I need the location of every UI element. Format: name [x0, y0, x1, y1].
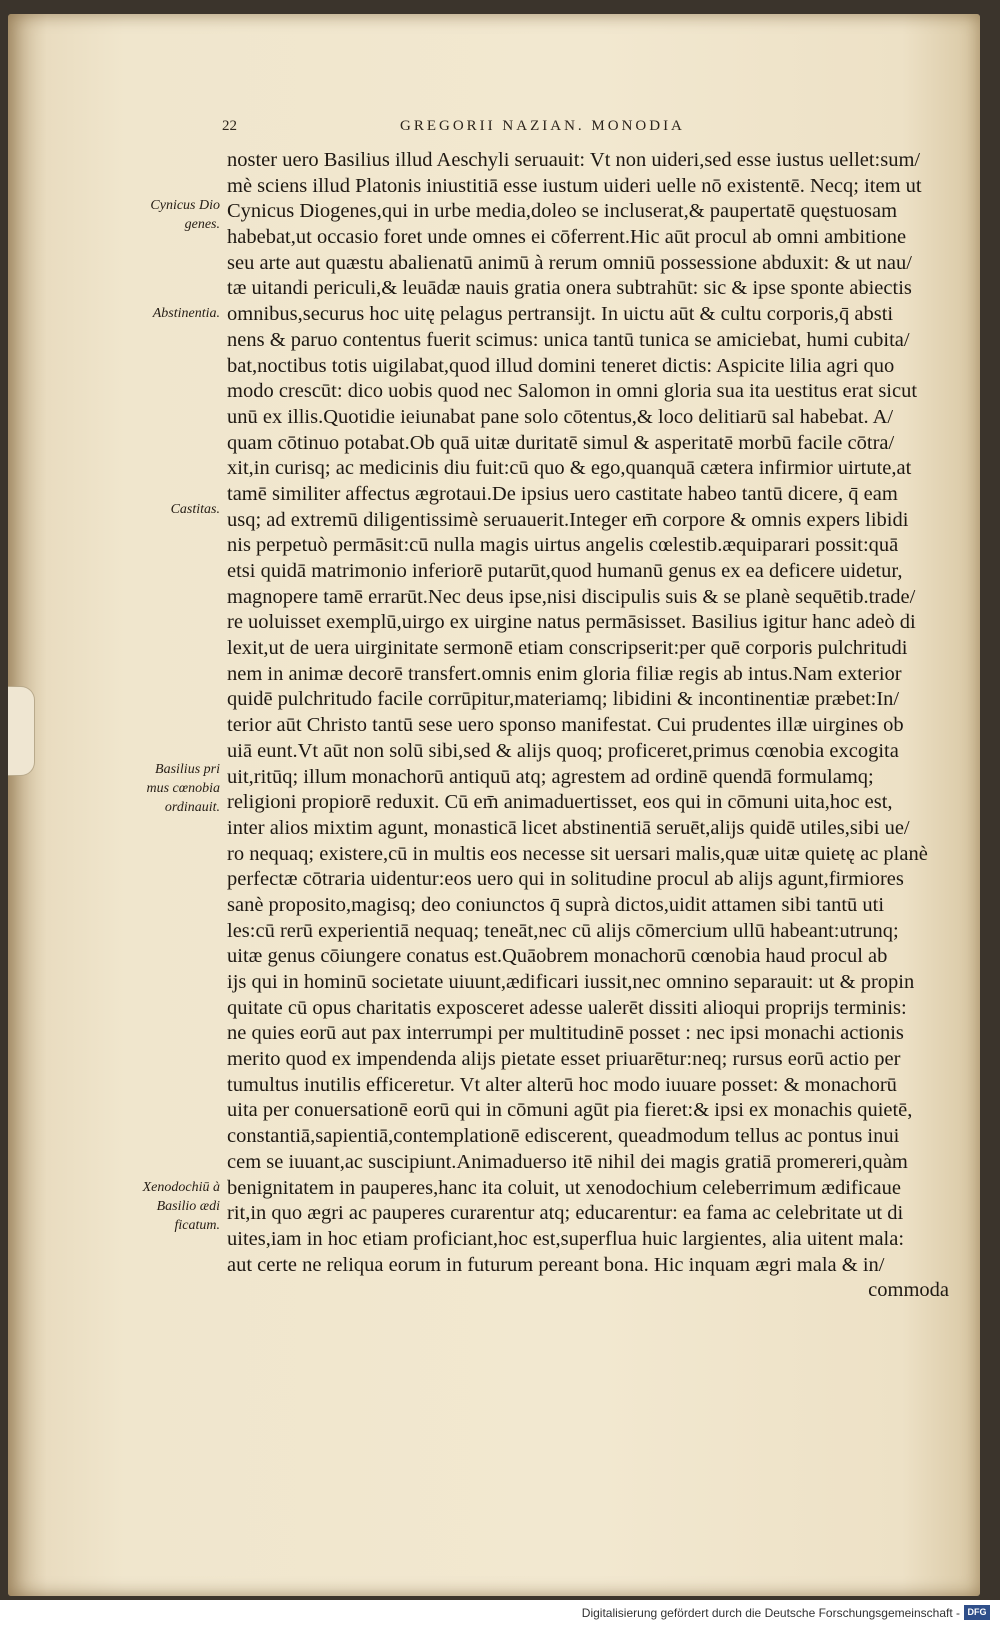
text-line: uita per conuersationē eorū qui in cōmuni agūt pia fieret:& ipsi ex monachis quietē,	[227, 1099, 913, 1122]
text-line: seu arte aut quæstu abalienatū animū à rerum omniū possessione abduxit: & ut nau/	[227, 251, 912, 274]
text-line: etsi quidā matrimonio inferiorē putarūt,quod humanū genus ex ea deficere uidetur,	[227, 560, 903, 582]
marginal-note-castitas	[134, 500, 220, 519]
marginal-note-abstinentia	[134, 304, 220, 323]
text-line: ijs qui in hominū societate uiuunt,ædificari iussit,nec omnino separauit: ut & propin	[227, 971, 915, 993]
catchword: commoda	[868, 1279, 949, 1302]
dfg-logo: DFG	[964, 1605, 990, 1620]
marginal-note-cynicus	[134, 196, 220, 234]
text-line: tæ uitandi periculi,& leuādæ nauis gratia onera subtrahūt: sic & ipse sponte abiectis	[227, 277, 912, 300]
text-line: nem in animæ decorē transfert.omnis enim gloria filiæ regis ab intus.Nam exterior	[227, 662, 902, 685]
page-clasp	[8, 686, 35, 776]
text-line: perfectæ cōtraria uidentur:eos uero qui in solitudine procul ab alijs agunt,firmiores	[227, 868, 904, 891]
text-line: tamē similiter affectus ægrotaui.De ipsius uero castitate habeo tantū dicere, q̄ eam	[227, 482, 898, 505]
text-line: noster uero Basilius illud Aeschyli seruauit: Vt non uideri,sed esse iustus uellet:sum/	[227, 149, 921, 171]
marginal-note-text: Xenodochiū à Basilio ædi ficatum.	[142, 1180, 220, 1233]
text-line: sanè proposito,magisq; deo coniunctos q̄ suprà dictos,uidit attamen sibi tantū uti	[227, 893, 885, 916]
text-line: ro nequaq; existere,cū in multis eos necesse sit uersari malis,quæ uitæ quietę ac planè	[227, 842, 928, 865]
text-line: nens & paruo contentus fuerit scimus: unica tantū tunica se amiciebat, humi cubita/	[227, 328, 910, 351]
text-line: uiā eunt.Vt aūt non solū sibi,sed & alijs quoq; proficeret,primus cœnobia excogita	[227, 739, 899, 762]
text-line: uitæ genus cōiungere conatus est.Quāobrem monachorū cœnobia haud procul ab	[227, 945, 888, 968]
text-line: uit,ritūq; illum monachorū antiquū atq; agrestem ad ordinē quendā formulamq;	[227, 765, 874, 788]
text-line: religioni propiorē reduxit. Cū em̄ animaduertisset, eos qui in cōmuni uita,hoc est,	[227, 791, 893, 814]
text-line: quam cōtinuo potabat.Ob quā uitæ duritatē simul & asperitatē morbū facile cōtra/	[227, 431, 895, 454]
text-line: habebat,ut occasio foret unde omnes ei cōferrent.Hic aūt procul ab omni ambitione	[227, 226, 907, 249]
marginal-note-xenodochium	[134, 1178, 220, 1235]
text-line: mè sciens illud Platonis iniustitiā esse iustum uideri uelle nō existentē. Necq; item ut	[227, 174, 922, 197]
text-line: quitate cū opus charitatis exposceret adesse ualerēt dissiti alioqui proprijs terminis:	[227, 996, 907, 1019]
text-line: unū ex illis.Quotidie ieiunabat pane solo cōtentus,& loco delitiarū sal habebat. A/	[227, 405, 894, 428]
text-line: cem se iuuant,ac suscipiunt.Animaduerso itē nihil dei magis gratiā promereri,quàm	[227, 1150, 908, 1173]
text-line: aut certe ne reliqua eorum in futurum pereant bona. Hic inquam ægri mala & in/	[227, 1253, 885, 1276]
footer-credit: Digitalisierung gefördert durch die Deutsche Forschungsgemeinschaft -	[581, 1606, 960, 1620]
text-line: xit,in curisq; ac medicinis diu fuit:cū quo & ego,quanquā cætera infirmior uirtute,at	[227, 457, 912, 480]
text-line: inter alios mixtim agunt, monasticā licet abstinentiā seruēt,alijs quidē utiles,sibi ue/	[227, 816, 910, 839]
text-line: Cynicus Diogenes,qui in urbe media,doleo se incluserat,& paupertatē quęstuosam	[227, 200, 898, 223]
text-line: bat,noctibus totis uigilabat,quod illud domini teneret dictis: Aspicite lilia agri quo	[227, 354, 895, 377]
text-line: ne quies eorū aut pax interrumpi per multitudinē posset : nec ipsi monachi actionis	[227, 1022, 904, 1045]
text-line: uites,iam in hoc etiam proficiant,hoc est,superflua huic largientes, alia uitent mala:	[227, 1227, 905, 1250]
text-line: lexit,ut de uera uirginitate sermonē etiam conscripserit:per quē corporis pulchritudi	[227, 637, 908, 660]
text-line: constantiā,sapientiā,contemplationē ediscerent, queadmodum tellus ac pontus inui	[227, 1125, 900, 1148]
text-line: magnopere tamē errarūt.Nec deus ipse,nisi discipulis suis & se planè sequētib.trade/	[227, 585, 916, 608]
body-text	[227, 148, 949, 1304]
marginal-note-text: Cynicus Dio genes.	[150, 198, 220, 232]
marginal-note-text: Basilius pri mus cœnobia ordinauit.	[146, 762, 220, 815]
text-line: re uoluisset exemplū,uirgo ex uirgine natus permāsisset. Basilius igitur hanc adeò di	[227, 611, 916, 634]
text-line: les:cū rerū experientiā nequaq; teneāt,nec cū alijs cōmercium ullū habeant:utrunq;	[227, 919, 899, 942]
text-line: nis perpetuò permāsit:cū nulla magis uirtus angelis cœlestib.æquiparari possit:quā	[227, 534, 899, 557]
footer-bar	[0, 1600, 1000, 1627]
running-head-title: GREGORII NAZIAN. MONODIA	[400, 118, 685, 134]
text-line: tumultus inutilis efficeretur. Vt alter alterū hoc modo iuuare posset: & monachorū	[227, 1073, 897, 1096]
text-line: merito quod ex impendenda alijs pietate esset priuarētur:neq; rursus eorū actio per	[227, 1048, 901, 1071]
text-line: benignitatem in pauperes,hanc ita coluit, ut xenodochium celeberrimum ædificaue	[227, 1176, 901, 1199]
text-line: usq; ad extremū diligentissimè seruauerit.Integer em̄ corpore & omnis expers libidi	[227, 508, 909, 531]
marginal-note-basilius	[134, 760, 220, 817]
folio-number: 22	[222, 118, 237, 134]
text-line: terior aūt Christo tantū sese uero sponso manifestat. Cui prudentes illæ uirgines ob	[227, 714, 904, 737]
text-line: modo crescūt: dico uobis quod nec Salomon in omni gloria sua ita uestitus erat sicut	[227, 380, 918, 403]
text-line: rit,in quo ægri ac pauperes curarentur atq; educarentur: ea fama ac celebritate ut di	[227, 1202, 904, 1225]
text-line: quidē pulchritudo facile corrūpitur,materiamq; libidini & incontinentiæ præbet:In/	[227, 688, 900, 711]
text-line: omnibus,securus hoc uitę pelagus pertransijt. In uictu aūt & cultu corporis,q̄ absti	[227, 303, 894, 326]
marginal-note-text: Castitas.	[170, 502, 220, 517]
marginal-note-text: Abstinentia.	[152, 306, 220, 321]
